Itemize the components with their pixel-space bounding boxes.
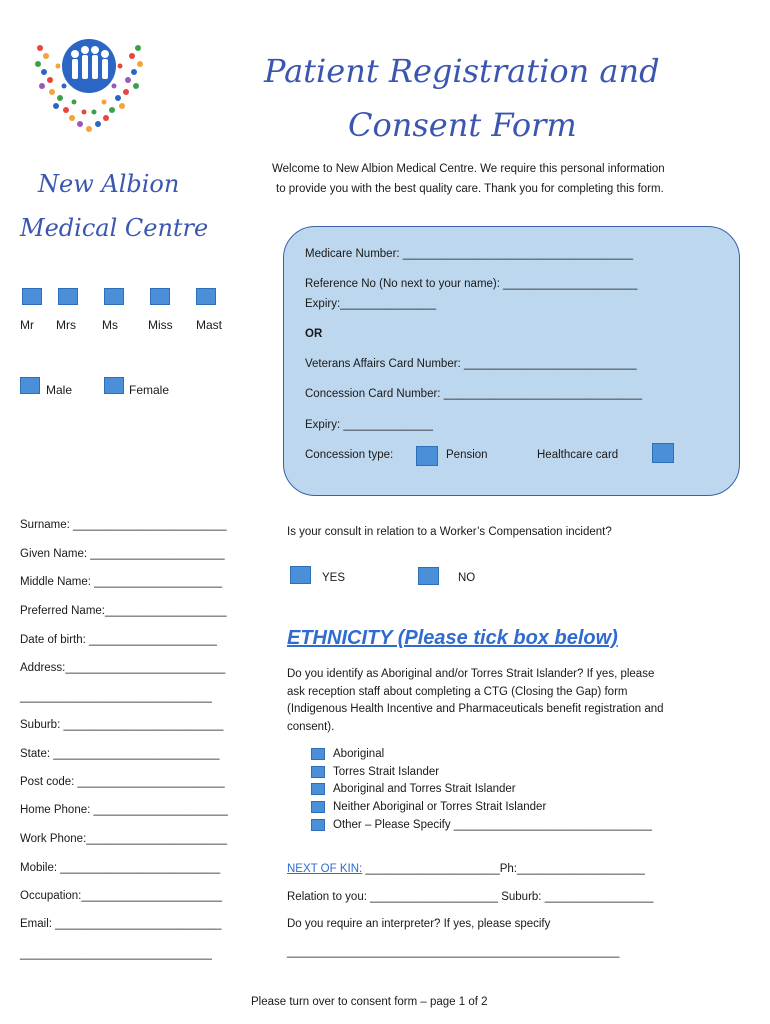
ethnicity-neither-label: Neither Aboriginal or Torres Strait Islander bbox=[333, 801, 547, 813]
given-name-field[interactable]: Given Name: _____________________ bbox=[20, 548, 225, 560]
home-phone-field[interactable]: Home Phone: _____________________ bbox=[20, 804, 228, 816]
interpreter-question: Do you require an interpreter? If yes, please specify bbox=[287, 918, 551, 930]
title-miss-label: Miss bbox=[148, 318, 173, 332]
surname-field[interactable]: Surname: ________________________ bbox=[20, 519, 227, 531]
welcome-text-line2: to provide you with the best quality care. Thank you for completing this form. bbox=[276, 183, 664, 195]
ethnicity-aboriginal-checkbox[interactable] bbox=[311, 748, 325, 760]
post-code-field[interactable]: Post code: _______________________ bbox=[20, 776, 225, 788]
ethnicity-description-line2: ask reception staff about completing a CTG (Closing the Gap) form bbox=[287, 686, 628, 698]
medicare-expiry-field[interactable]: Expiry:_______________ bbox=[305, 298, 437, 310]
ethnicity-tsi-checkbox[interactable] bbox=[311, 766, 325, 778]
suburb-field[interactable]: Suburb: _________________________ bbox=[20, 719, 224, 731]
clinic-name-line2: Medical Centre bbox=[20, 214, 209, 242]
veterans-card-field[interactable]: Veterans Affairs Card Number: ___________________________ bbox=[305, 358, 637, 370]
healthcare-card-checkbox[interactable] bbox=[652, 443, 674, 463]
ethnicity-other-checkbox[interactable] bbox=[311, 819, 325, 831]
work-phone-field[interactable]: Work Phone:______________________ bbox=[20, 833, 227, 845]
next-of-kin-label: NEXT OF KIN: bbox=[287, 863, 363, 875]
title-mrs-checkbox[interactable] bbox=[58, 288, 78, 305]
workers-comp-question: Is your consult in relation to a Worker’s Compensation incident? bbox=[287, 526, 612, 538]
workers-comp-yes-checkbox[interactable] bbox=[290, 566, 311, 584]
title-mr-label: Mr bbox=[20, 318, 34, 332]
clinic-name-line1: New Albion bbox=[38, 170, 180, 198]
concession-expiry-field[interactable]: Expiry: ______________ bbox=[305, 419, 433, 431]
title-miss-checkbox[interactable] bbox=[150, 288, 170, 305]
gender-female-checkbox[interactable] bbox=[104, 377, 124, 394]
ethnicity-description-line4: consent). bbox=[287, 721, 335, 733]
concession-type-label: Concession type: bbox=[305, 449, 394, 461]
gender-male-label: Male bbox=[46, 383, 73, 397]
gender-female-label: Female bbox=[129, 383, 170, 397]
title-mast-label: Mast bbox=[196, 318, 223, 332]
preferred-name-field[interactable]: Preferred Name:___________________ bbox=[20, 605, 227, 617]
concession-card-field[interactable]: Concession Card Number: _______________________________ bbox=[305, 388, 642, 400]
ethnicity-both-label: Aboriginal and Torres Strait Islander bbox=[333, 783, 516, 795]
workers-comp-no-label: NO bbox=[458, 572, 476, 584]
title-ms-checkbox[interactable] bbox=[104, 288, 124, 305]
middle-name-field[interactable]: Middle Name: ____________________ bbox=[20, 576, 223, 588]
healthcare-card-label: Healthcare card bbox=[537, 449, 619, 461]
email-field[interactable]: Email: __________________________ bbox=[20, 918, 222, 930]
ethnicity-description-line3: (Indigenous Health Incentive and Pharmaceuticals benefit registration and bbox=[287, 703, 664, 715]
title-mr-checkbox[interactable] bbox=[22, 288, 42, 305]
address-line2-field[interactable]: ______________________________ bbox=[20, 691, 212, 703]
pension-label: Pension bbox=[446, 449, 488, 461]
state-field[interactable]: State: __________________________ bbox=[20, 748, 220, 760]
email-line2-field[interactable]: ______________________________ bbox=[20, 948, 212, 960]
pension-checkbox[interactable] bbox=[416, 446, 438, 466]
occupation-field[interactable]: Occupation:______________________ bbox=[20, 890, 223, 902]
title-ms-label: Ms bbox=[102, 318, 118, 332]
page-footer: Please turn over to consent form – page 1 of 2 bbox=[251, 996, 488, 1008]
ethnicity-aboriginal-label: Aboriginal bbox=[333, 748, 385, 760]
gender-male-checkbox[interactable] bbox=[20, 377, 40, 394]
mobile-field[interactable]: Mobile: _________________________ bbox=[20, 862, 221, 874]
reference-number-field[interactable]: Reference No (No next to your name): _____________________ bbox=[305, 278, 638, 290]
address-field[interactable]: Address:_________________________ bbox=[20, 662, 226, 674]
title-mast-checkbox[interactable] bbox=[196, 288, 216, 305]
medicare-number-field[interactable]: Medicare Number: ____________________________________ bbox=[305, 248, 634, 260]
interpreter-field[interactable]: ____________________________________________________ bbox=[287, 946, 620, 958]
title-mrs-label: Mrs bbox=[56, 318, 76, 332]
clinic-logo bbox=[28, 26, 150, 138]
form-title-line2: Consent Form bbox=[348, 106, 577, 144]
or-label: OR bbox=[305, 328, 323, 340]
ethnicity-neither-checkbox[interactable] bbox=[311, 801, 325, 813]
ethnicity-both-checkbox[interactable] bbox=[311, 783, 325, 795]
welcome-text-line1: Welcome to New Albion Medical Centre. We require this personal information bbox=[272, 163, 665, 175]
ethnicity-heading: ETHNICITY (Please tick box below) bbox=[287, 627, 618, 649]
next-of-kin-name-phone-field[interactable]: _____________________Ph:____________________ bbox=[362, 863, 645, 875]
date-of-birth-field[interactable]: Date of birth: ____________________ bbox=[20, 634, 217, 646]
ethnicity-other-field[interactable]: Other – Please Specify _______________________________ bbox=[333, 819, 653, 831]
ethnicity-tsi-label: Torres Strait Islander bbox=[333, 766, 440, 778]
next-of-kin-row[interactable] bbox=[287, 863, 645, 875]
form-title-line1: Patient Registration and bbox=[264, 52, 660, 90]
workers-comp-no-checkbox[interactable] bbox=[418, 567, 439, 585]
ethnicity-description-line1: Do you identify as Aboriginal and/or Torres Strait Islander? If yes, please bbox=[287, 668, 655, 680]
workers-comp-yes-label: YES bbox=[322, 572, 346, 584]
relation-suburb-field[interactable]: Relation to you: ____________________ Suburb: _________________ bbox=[287, 891, 654, 903]
